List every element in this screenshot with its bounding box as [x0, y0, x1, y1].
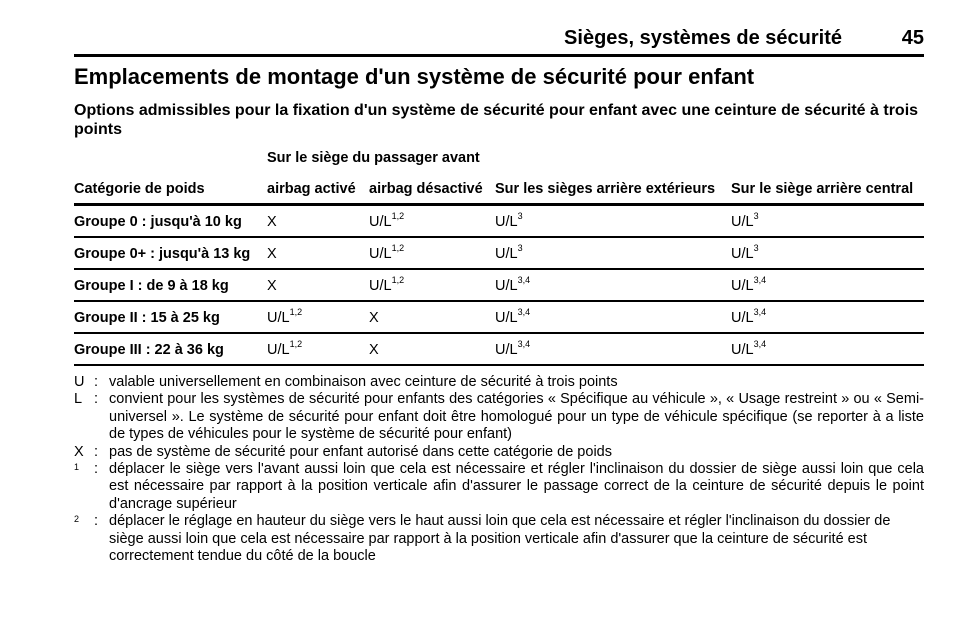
table-cell: $U/L^{1,2}$	[369, 211, 405, 230]
table-row	[74, 334, 924, 366]
note-colon: :	[94, 461, 99, 478]
note-colon: :	[94, 374, 99, 390]
note-text: valable universellement en combinaison avec ceinture de sécurité à trois points	[109, 374, 618, 390]
table-row	[74, 302, 924, 334]
column-header: airbag désactivé	[369, 181, 483, 197]
table-subtitle: Options admissibles pour la fixation d'un système de sécurité pour enfant avec une ceinture de sécurité à trois points	[74, 102, 919, 138]
column-header: Catégorie de poids	[74, 181, 205, 197]
legend-note	[74, 374, 924, 391]
table-row	[74, 270, 924, 302]
note-key: 2	[74, 514, 80, 525]
table-cell: $U/L^{1,2}$	[369, 243, 405, 262]
table-cell: $U/L^{1,2}$	[369, 275, 405, 294]
page-number: 45	[901, 27, 924, 49]
legend-notes	[74, 374, 924, 565]
table-cell: X	[267, 246, 277, 262]
page-header	[74, 27, 924, 57]
table-cell: $U/L^{3,4}$	[731, 275, 767, 294]
legend-note	[74, 513, 924, 565]
table-cell: $U/L^{3,4}$	[495, 339, 531, 358]
weight-category: Groupe 0 : jusqu'à 10 kg	[74, 214, 242, 230]
table-cell: X	[267, 214, 277, 230]
note-colon: :	[94, 443, 99, 460]
column-header: Sur le siège arrière central	[731, 181, 914, 197]
page-title: Emplacements de montage d'un système de sécurité pour enfant	[74, 64, 755, 89]
note-colon: :	[94, 513, 99, 530]
table-header-row	[74, 181, 924, 206]
table-cell: $U/L^{3,4}$	[495, 275, 531, 294]
note-key: L	[74, 391, 83, 408]
weight-category: Groupe III : 22 à 36 kg	[74, 342, 224, 358]
legend-note	[74, 461, 924, 513]
note-colon: :	[94, 391, 99, 408]
table-cell: $U/L^3$	[731, 243, 759, 262]
section-title: Sièges, systèmes de sécurité	[564, 27, 842, 49]
table-cell: $U/L^{3,4}$	[731, 307, 767, 326]
table-cell: X	[267, 278, 277, 294]
table-cell: $U/L^{3,4}$	[731, 339, 767, 358]
weight-category: Groupe I : de 9 à 18 kg	[74, 278, 229, 294]
weight-category: Groupe 0+ : jusqu'à 13 kg	[74, 246, 251, 262]
weight-category: Groupe II : 15 à 25 kg	[74, 310, 220, 326]
table-row	[74, 206, 924, 238]
legend-note	[74, 391, 924, 443]
note-text: convient pour les systèmes de sécurité pour enfants des catégories « Spécifique au véhicule », « Usage restreint » ou « Semi-universel ». Le système de sécurité pour enfant doit être homologué pour un type de véhicule spécifique (se reporter à a liste de types de véhicules pour le système de sécurité pour enfant)	[109, 391, 924, 443]
note-key: X	[74, 443, 84, 460]
note-text: déplacer le réglage en hauteur du siège vers le haut aussi loin que cela est nécessaire et régler l'inclinaison du dossier de siège aussi loin que cela est nécessaire par rapport à la position verticale afin d'assurer que la ceinture de sécurité est correctement tendue du côté de la boucle	[109, 513, 891, 565]
table-cell: $U/L^{3,4}$	[495, 307, 531, 326]
table-cell: $U/L^{1,2}$	[267, 307, 303, 326]
legend-note	[74, 444, 924, 461]
column-header: Sur les sièges arrière extérieurs	[495, 181, 716, 197]
note-text: déplacer le siège vers l'avant aussi loin que cela est nécessaire et régler l'inclinaison du dossier de siège aussi loin que cela est nécessaire par rapport à la position verticale afin d'assurer le passage correct de la ceinture de sécurité depuis le point d'ancrage supérieur	[109, 461, 924, 512]
note-key: 1	[74, 462, 80, 473]
table-cell: $U/L^3$	[495, 243, 523, 262]
table-cell: $U/L^3$	[731, 211, 759, 230]
table-cell: X	[369, 342, 379, 358]
group-header-passenger-seat: Sur le siège du passager avant	[267, 150, 480, 166]
table-cell: $U/L^3$	[495, 211, 523, 230]
note-text: pas de système de sécurité pour enfant autorisé dans cette catégorie de poids	[109, 443, 612, 460]
column-header: airbag activé	[267, 181, 356, 197]
table-cell: $U/L^{1,2}$	[267, 339, 303, 358]
note-key: U	[74, 374, 85, 390]
table-row	[74, 238, 924, 270]
table-cell: X	[369, 310, 379, 326]
